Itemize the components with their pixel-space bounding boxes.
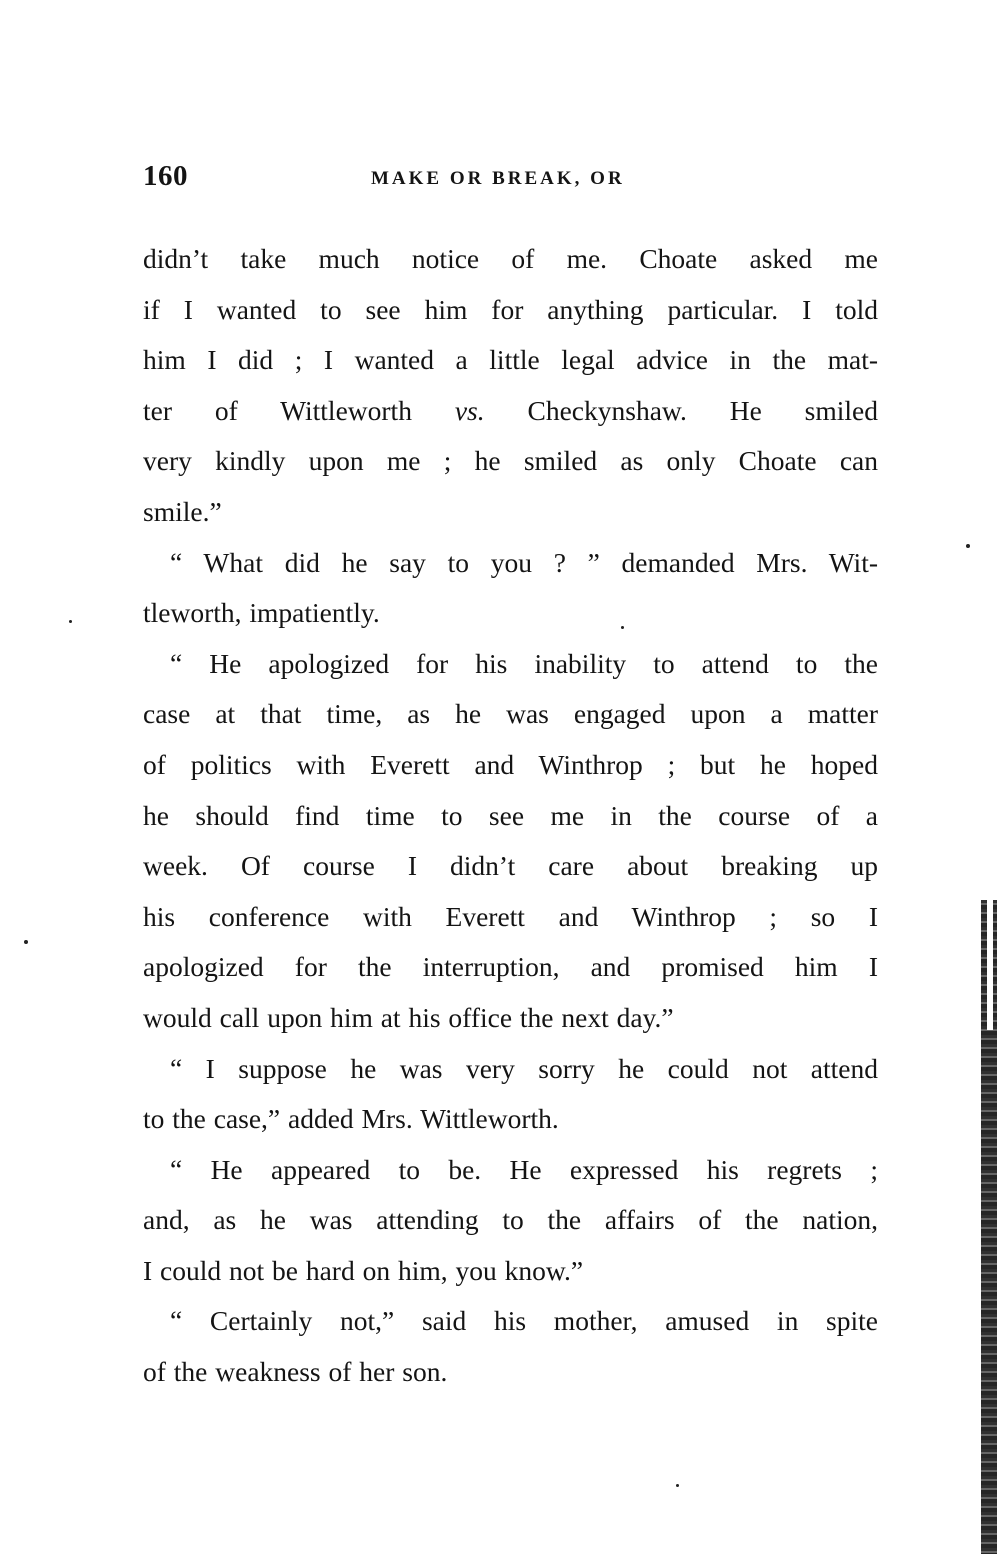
- text-line: “ Certainly not,” said his mother, amused in spite: [170, 1305, 878, 1337]
- page-edge-gap: [987, 900, 993, 1030]
- text-line: if I wanted to see him for anything particular. I told: [143, 293, 878, 325]
- text-line: him I did ; I wanted a little legal advice in the mat-: [143, 344, 878, 376]
- text-line: “ I suppose he was very sorry he could not attend: [170, 1052, 878, 1084]
- text-line: of the weakness of her son.: [143, 1356, 448, 1388]
- paragraph: [143, 538, 878, 639]
- page-number: 160: [143, 160, 188, 192]
- text-line: and, as he was attending to the affairs of the nation,: [143, 1204, 878, 1236]
- italic-abbreviation: vs.: [454, 394, 485, 426]
- ink-speck: [69, 620, 72, 623]
- ink-speck: [676, 1484, 679, 1487]
- text-line: he should find time to see me in the course of a: [143, 799, 878, 831]
- text-line: would call upon him at his office the next day.”: [143, 1001, 674, 1033]
- paragraph: [143, 1145, 878, 1297]
- running-title: MAKE OR BREAK, OR: [371, 168, 625, 189]
- text-line: week. Of course I didn’t care about breaking up: [143, 850, 878, 882]
- running-head: [143, 160, 878, 200]
- paragraph: [143, 234, 878, 538]
- text-line: very kindly upon me ; he smiled as only Choate can: [143, 445, 878, 477]
- ink-speck: [621, 626, 624, 629]
- ink-speck: [24, 940, 28, 944]
- text-line: I could not be hard on him, you know.”: [143, 1254, 584, 1286]
- body-text: [143, 234, 878, 1398]
- paragraph: [143, 1044, 878, 1145]
- text-line: “ What did he say to you ? ” demanded Mrs. Wit-: [170, 546, 878, 578]
- text-line: smile.”: [143, 495, 222, 527]
- text-line: “ He apologized for his inability to attend to the: [170, 647, 878, 679]
- text-line: of politics with Everett and Winthrop ; but he hoped: [143, 748, 878, 780]
- paragraph: [143, 1296, 878, 1397]
- text-line: didn’t take much notice of me. Choate asked me: [143, 243, 878, 274]
- text-line: apologized for the interruption, and promised him I: [143, 951, 878, 983]
- text-line: tleworth, impatiently.: [143, 597, 380, 629]
- paragraph: [143, 639, 878, 1044]
- text-line: “ He appeared to be. He expressed his regrets ;: [170, 1153, 878, 1185]
- text-line: to the case,” added Mrs. Wittleworth.: [143, 1103, 559, 1135]
- text-line: case at that time, as he was engaged upon a matter: [143, 698, 878, 730]
- text-line: ter of Wittleworth vs. Checkynshaw. He smiled: [143, 394, 878, 426]
- text-line: his conference with Everett and Winthrop ; so I: [143, 900, 878, 932]
- ink-speck: [966, 544, 970, 548]
